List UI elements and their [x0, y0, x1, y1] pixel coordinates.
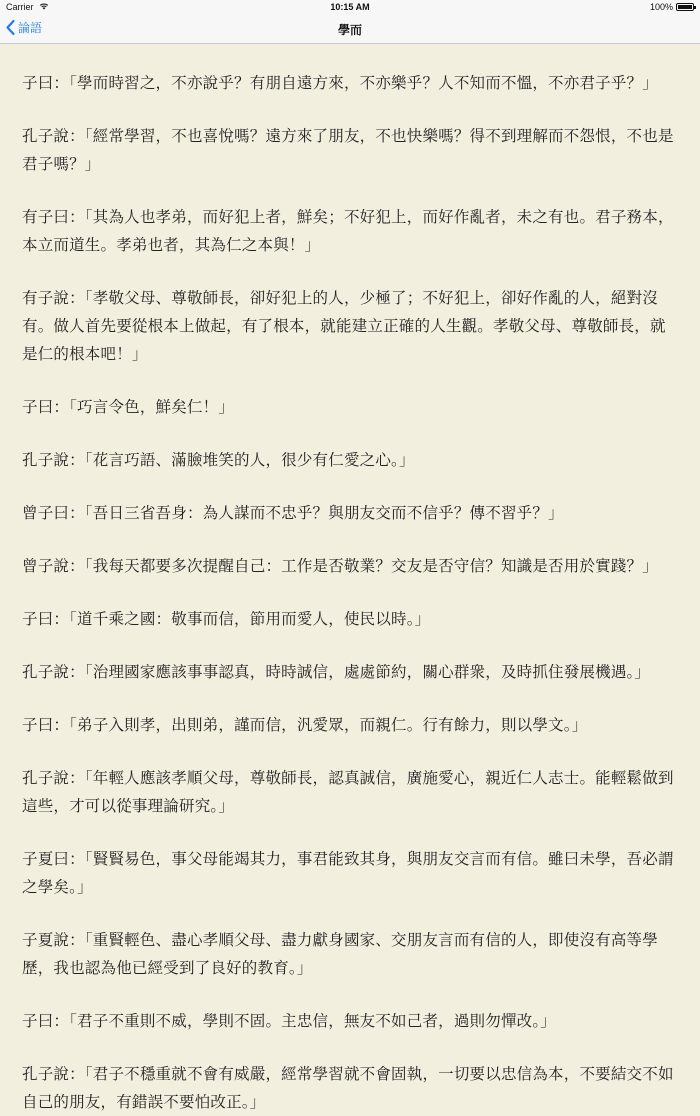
paragraph: 孔子說：「年輕人應該孝順父母，尊敬師長，認真誠信，廣施愛心，親近仁人志士。能輕鬆做到這些，才可以從事理論研究。」: [22, 769, 674, 815]
paragraph: 孔子說：「君子不穩重就不會有威嚴，經常學習就不會固執，一切要以忠信為本，不要結交不如自己的朋友，有錯誤不要怕改正。」: [22, 1065, 674, 1111]
battery-icon: [676, 3, 694, 11]
paragraph: 孔子說：「治理國家應該事事認真，時時誠信，處處節約，關心群衆，及時抓住發展機遇。」: [22, 663, 651, 681]
paragraph: 子夏曰：「賢賢易色，事父母能竭其力，事君能致其身，與朋友交言而有信。雖曰未學，吾必謂之學矣。」: [22, 850, 674, 896]
paragraph: 孔子說：「經常學習，不也喜悅嗎？遠方來了朋友，不也快樂嗎？得不到理解而不怨恨，不也是君子嗎？」: [22, 127, 674, 173]
paragraph: 孔子說：「花言巧語、滿臉堆笑的人，很少有仁愛之心。」: [22, 451, 415, 469]
status-bar: [0, 0, 700, 14]
paragraph: 有子說：「孝敬父母、尊敬師長，卻好犯上的人，少極了；不好犯上，卻好作亂的人，絕對沒有。做人首先要從根本上做起，有了根本，就能建立正確的人生觀。孝敬父母、尊敬師長，就是仁的根本吧！」: [22, 289, 666, 363]
paragraph: 子曰：「弟子入則孝，出則弟，謹而信，汎愛眾，而親仁。行有餘力，則以學文。」: [22, 716, 588, 734]
paragraph: 子夏說：「重賢輕色、盡心孝順父母、盡力獻身國家、交朋友言而有信的人，即使沒有高等學歷，我也認為他已經受到了良好的教育。」: [22, 931, 658, 977]
navigation-bar: [0, 14, 700, 44]
text-content[interactable]: [0, 44, 700, 1111]
paragraph: 子曰：「學而時習之，不亦說乎？有朋自遠方來，不亦樂乎？人不知而不慍，不亦君子乎？」: [22, 74, 658, 92]
paragraph: 有子曰：「其為人也孝弟，而好犯上者，鮮矣；不好犯上，而好作亂者，未之有也。君子務本，本立而道生。孝弟也者，其為仁之本與！」: [22, 208, 674, 254]
battery-percent: 100%: [649, 2, 673, 12]
battery-fill: [678, 5, 692, 9]
battery-status: [650, 2, 694, 12]
back-button-label: 論語: [18, 21, 43, 35]
paragraph: 子曰：「道千乘之國：敬事而信，節用而愛人，使民以時。」: [22, 610, 431, 628]
paragraph: 子曰：「巧言令色，鮮矣仁！」: [22, 398, 235, 416]
paragraph: 子曰：「君子不重則不威，學則不固。主忠信，無友不如己者，過則勿憚改。」: [22, 1012, 557, 1030]
paragraph: 曾子說：「我每天都要多次提醒自己：工作是否敬業？交友是否守信？知識是否用於實踐？」: [22, 557, 658, 575]
page-title: 學而: [337, 23, 362, 37]
paragraph: 曾子曰：「吾日三省吾身：為人謀而不忠乎？與朋友交而不信乎？傳不習乎？」: [22, 504, 564, 522]
status-time: 10:15 AM: [330, 2, 370, 12]
carrier-label: Carrier: [6, 2, 34, 12]
